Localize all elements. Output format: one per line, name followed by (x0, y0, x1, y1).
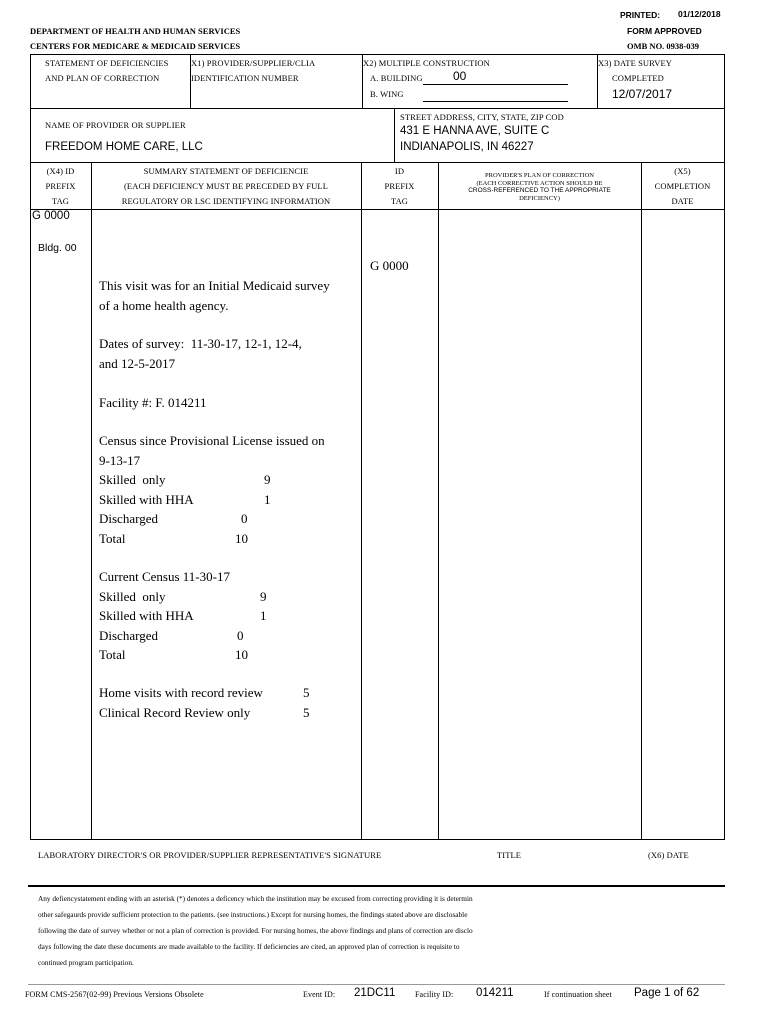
census-heading-line2: 9-13-17 (99, 452, 141, 468)
plan-header-line4: DEFICIENCY) (519, 195, 560, 202)
date-survey-value: 12/07/2017 (612, 87, 673, 101)
disclaimer-line: other safegaurds provide sufficient protection to the patients. (see instructions.) Except for nursing homes, the findings stated above are disclosable (38, 910, 468, 919)
current-census-value: 1 (260, 608, 267, 623)
current-census-label: Skilled with HHA (99, 608, 194, 623)
current-census-label: Discharged (99, 627, 158, 643)
intro-line1: This visit was for an Initial Medicaid survey (99, 278, 330, 293)
visits-row-label: Clinical Record Review only (99, 704, 251, 720)
date-survey-label-line2: COMPLETED (612, 73, 664, 83)
census-row-label: Skilled only (99, 472, 166, 487)
current-census-value: 9 (260, 588, 267, 604)
current-census-label: Total (99, 647, 126, 662)
building-label: A. BUILDING (370, 73, 423, 83)
title-label: TITLE (497, 850, 522, 860)
summary-header-line1: SUMMARY STATEMENT OF DEFICIENCIE (143, 166, 309, 176)
prefix-tag: G 0000 (32, 210, 70, 222)
centers-title: CENTERS FOR MEDICARE & MEDICAID SERVICES (30, 41, 241, 51)
x5-header-line2: COMPLETION (654, 181, 711, 191)
printed-label: PRINTED: (620, 10, 661, 20)
building-tag: Bldg. 00 (38, 242, 77, 254)
x4-header-line3: TAG (51, 196, 70, 206)
continuation-label: If continuation sheet (544, 990, 612, 999)
census-row-value: 1 (264, 491, 271, 507)
date-survey-label-line1: X3) DATE SURVEY (598, 58, 673, 68)
disclaimer-line: days following the date these documents are made available to the facility. If deficiencies are cited, an approved plan of correction is requisite to (38, 942, 460, 951)
address-label: STREET ADDRESS, CITY, STATE, ZIP COD (400, 112, 564, 122)
current-census-value: 0 (237, 627, 244, 643)
census-row-value: 0 (241, 511, 248, 526)
department-title: DEPARTMENT OF HEALTH AND HUMAN SERVICES (30, 26, 241, 36)
census-row-label: Skilled with HHA (99, 491, 194, 507)
current-census-value: 10 (235, 647, 248, 662)
disclaimer-line: Any defiencystatement ending with an asterisk (*) denotes a deficency which the institution may be excused from correcting providing it is determin (38, 894, 473, 903)
census-row-label: Discharged (99, 511, 158, 526)
address-line1: 431 E HANNA AVE, SUITE C (400, 125, 550, 137)
visits-row-value: 5 (303, 704, 310, 720)
visits-row-label: Home visits with record review (99, 685, 263, 700)
facility-id-label: Facility ID: (415, 990, 454, 999)
x6-date-label: (X6) DATE (648, 850, 689, 860)
census-heading-line1: Census since Provisional License issued on (99, 433, 325, 448)
signature-label: LABORATORY DIRECTOR'S OR PROVIDER/SUPPLIER REPRESENTATIVE'S SIGNATURE (38, 850, 382, 860)
survey-dates-line1: Dates of survey: 11-30-17, 12-1, 12-4, (99, 336, 302, 351)
census-row-value: 10 (235, 530, 248, 546)
provider-name-value: FREEDOM HOME CARE, LLC (45, 141, 203, 153)
event-id-label: Event ID: (303, 990, 336, 999)
disclaimer-line: continued program participation. (38, 958, 134, 967)
id-header-line1: ID (394, 166, 405, 176)
multiple-construction-label: X2) MULTIPLE CONSTRUCTION (363, 58, 490, 68)
provider-id-label-line1: X1) PROVIDER/SUPPLIER/CLIA (191, 58, 316, 68)
form-approved: FORM APPROVED (627, 26, 702, 36)
x4-header-line1: (X4) ID (46, 166, 75, 176)
intro-line2: of a home health agency. (99, 297, 229, 313)
right-prefix-tag: G 0000 (370, 258, 409, 273)
omb-number: OMB NO. 0938-039 (627, 41, 700, 51)
event-id-value: 21DC11 (354, 987, 396, 999)
summary-header-line3: REGULATORY OR LSC IDENTIFYING INFORMATION (121, 196, 331, 206)
facility-number: Facility #: F. 014211 (99, 395, 207, 410)
plan-header-line1: PROVIDER'S PLAN OF CORRECTION (485, 172, 594, 179)
census-row-label: Total (99, 530, 126, 546)
visits-row-value: 5 (303, 685, 310, 700)
statement-label-line2: AND PLAN OF CORRECTION (45, 73, 160, 83)
id-header-line3: TAG (390, 196, 409, 206)
statement-label-line1: STATEMENT OF DEFICIENCIES (45, 58, 169, 68)
plan-header-line3: CROSS-REFERENCED TO THE APPROPRIATE (468, 187, 611, 194)
current-census-heading: Current Census 11-30-17 (99, 569, 230, 584)
id-header-line2: PREFIX (384, 181, 415, 191)
disclaimer-line: following the date of survey whether or not a plan of correction is provided. For nursing homes, the above findings and plans of correction are disclo (38, 926, 473, 935)
plan-header-line2: (EACH CORRECTIVE ACTION SHOULD BE (476, 180, 603, 187)
wing-label: B. WING (370, 89, 404, 99)
survey-dates-line2: and 12-5-2017 (99, 355, 176, 371)
address-line2: INDIANAPOLIS, IN 46227 (400, 141, 534, 153)
summary-header-line2: (EACH DEFICIENCY MUST BE PRECEDED BY FULL (123, 181, 329, 191)
facility-id-value: 014211 (476, 987, 514, 999)
x4-header-line2: PREFIX (45, 181, 76, 191)
current-census-label: Skilled only (99, 588, 166, 604)
census-row-value: 9 (264, 472, 271, 487)
provider-name-label: NAME OF PROVIDER OR SUPPLIER (45, 120, 186, 130)
form-number: FORM CMS-2567(02-99) Previous Versions Obsolete (25, 990, 204, 999)
provider-id-label-line2: IDENTIFICATION NUMBER (191, 73, 299, 83)
page-number: Page 1 of 62 (634, 987, 700, 999)
x5-header-line1: (X5) (674, 166, 691, 176)
printed-date: 01/12/2018 (678, 9, 721, 19)
building-value: 00 (453, 69, 467, 83)
x5-header-line3: DATE (671, 196, 694, 206)
